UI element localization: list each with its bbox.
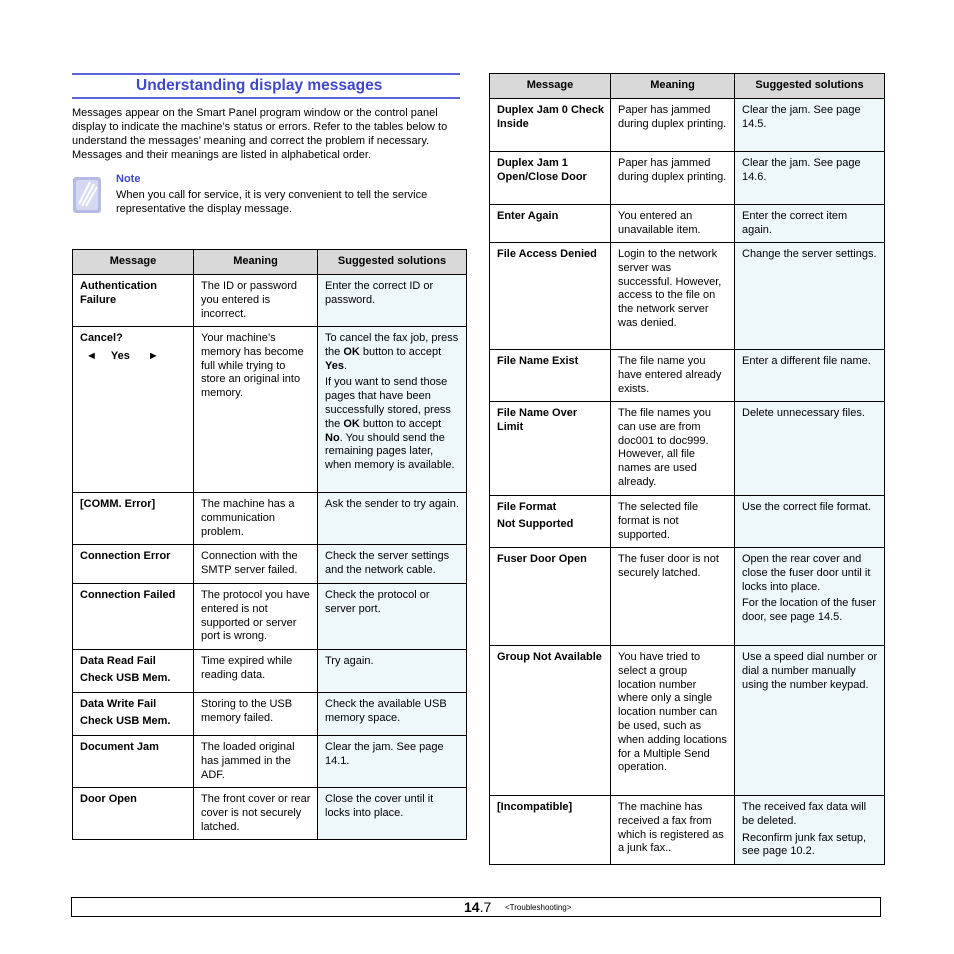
message-cell [73, 275, 194, 327]
message-text: Data Read Fail [80, 655, 156, 667]
message-text: File Name Exist [497, 355, 579, 367]
message-cell [490, 402, 611, 496]
solution-text: Try again. [325, 655, 374, 667]
solution-text: Ask the sender to try again. [325, 498, 459, 510]
solution-paragraph [742, 832, 878, 860]
messages-table-left [72, 249, 467, 840]
solution-paragraph [742, 248, 878, 262]
solution-cell [318, 275, 467, 327]
message-text: [Incompatible] [497, 801, 573, 813]
solution-text: For the location of the fuser door, see page 14.5. [742, 597, 876, 624]
message-text: Duplex Jam 0 Check Inside [497, 104, 604, 130]
meaning-cell: The protocol you have entered is not supported or server port is wrong. [194, 584, 318, 650]
solution-text: Enter the correct ID or password. [325, 280, 434, 306]
solution-paragraph [742, 407, 878, 421]
header-message: Message [490, 74, 611, 99]
message-cell [490, 350, 611, 402]
table-row [490, 99, 885, 152]
message-text: Duplex Jam 1 Open/Close Door [497, 157, 587, 183]
meaning-cell: The file name you have entered already exists. [611, 350, 735, 402]
solution-cell [735, 152, 885, 205]
solution-text: Reconfirm junk fax setup, see page 10.2. [742, 831, 867, 858]
meaning-cell: The selected file format is not supported. [611, 496, 735, 548]
note-pencil-icon [72, 176, 102, 214]
solution-text: . You should send the remaining pages later, when memory is available. [325, 431, 455, 472]
solution-cell [318, 584, 467, 650]
table-row [73, 545, 467, 584]
solution-text: If you want to send those pages that have been successfully stored, press the [325, 376, 451, 430]
solution-cell [318, 327, 467, 493]
solution-cell [735, 548, 885, 646]
header-meaning: Meaning [611, 74, 735, 99]
message-text: Connection Failed [80, 589, 176, 601]
meaning-cell: The file names you can use are from doc001 to doc999. However, all file names are used already. [611, 402, 735, 496]
section-title: Understanding display messages [136, 77, 383, 94]
table-row [490, 796, 885, 865]
solution-cell [735, 205, 885, 243]
meaning-cell: Storing to the USB memory failed. [194, 693, 318, 736]
solution-paragraph [325, 589, 460, 617]
solution-cell [318, 736, 467, 788]
message-cell [73, 584, 194, 650]
header-message: Message [73, 250, 194, 275]
solution-text: Delete unnecessary files. [742, 407, 865, 419]
solution-paragraph [325, 332, 460, 373]
solution-text: OK [343, 345, 360, 358]
message-text: Door Open [80, 793, 137, 805]
table-row [73, 584, 467, 650]
message-text: Group Not Available [497, 651, 602, 663]
solution-paragraph [325, 655, 460, 669]
right-arrow-icon: ► [147, 349, 159, 362]
solution-cell [318, 693, 467, 736]
messages-table-right [489, 73, 885, 865]
message-cell [73, 493, 194, 545]
message-text: File Access Denied [497, 248, 597, 260]
chapter-name: <Troubleshooting> [505, 903, 572, 912]
solution-cell [735, 402, 885, 496]
message-cell [490, 205, 611, 243]
table-row [73, 327, 467, 493]
solution-cell [318, 788, 467, 840]
meaning-cell: The fuser door is not securely latched. [611, 548, 735, 646]
section-heading-box [72, 73, 460, 99]
solution-text: Check the available USB memory space. [325, 698, 447, 724]
solution-cell [318, 493, 467, 545]
message-cell [73, 327, 194, 493]
meaning-cell: Your machine’s memory has become full while trying to store an original into memory. [194, 327, 318, 493]
solution-text: Use the correct file format. [742, 501, 871, 513]
solution-paragraph [325, 793, 460, 821]
header-solutions: Suggested solutions [318, 250, 467, 275]
solution-text: button to accept [359, 417, 442, 430]
solution-cell [735, 243, 885, 350]
message-text: File Format [497, 501, 557, 513]
meaning-cell: The machine has received a fax from which is registered as a junk fax.. [611, 796, 735, 865]
header-meaning: Meaning [194, 250, 318, 275]
message-cell [490, 496, 611, 548]
solution-text: Check the protocol or server port. [325, 589, 430, 615]
message-cell [73, 736, 194, 788]
page-number [464, 899, 491, 915]
solution-paragraph [325, 280, 460, 308]
solution-paragraph [325, 498, 460, 512]
page-subnumber: .7 [479, 899, 492, 915]
table-row [490, 402, 885, 496]
message-text: Data Write Fail [80, 698, 157, 710]
solution-text: Clear the jam. See page 14.1. [325, 741, 444, 767]
table-row [490, 548, 885, 646]
option-label: Yes [110, 349, 130, 362]
table-row [73, 275, 467, 327]
meaning-cell: Time expired while reading data. [194, 650, 318, 693]
solution-paragraph [325, 550, 460, 578]
meaning-cell: You entered an unavailable item. [611, 205, 735, 243]
table-row [73, 736, 467, 788]
solution-paragraph [325, 698, 460, 726]
table-row [73, 493, 467, 545]
message-cell [73, 788, 194, 840]
solution-text: Enter the correct item again. [742, 210, 848, 236]
message-text: File Name Over Limit [497, 407, 578, 433]
table-row [73, 788, 467, 840]
solution-cell [735, 99, 885, 152]
left-arrow-icon: ◄ [86, 349, 97, 362]
meaning-cell: Connection with the SMTP server failed. [194, 545, 318, 584]
table-row [490, 243, 885, 350]
solution-text: button to accept [359, 345, 442, 358]
table-row [73, 650, 467, 693]
message-cell [490, 243, 611, 350]
meaning-cell: You have tried to select a group location number where only a single location number can be used, such as when adding locations for a Multiple Send operation. [611, 646, 735, 796]
solution-paragraph [742, 210, 878, 238]
meaning-cell: Paper has jammed during duplex printing. [611, 99, 735, 152]
solution-paragraph [742, 651, 878, 692]
solution-text: Clear the jam. See page 14.5. [742, 104, 861, 130]
message-cell [73, 650, 194, 693]
message-text: Document Jam [80, 741, 159, 753]
message-text: Not Supported [497, 517, 574, 530]
meaning-cell: The loaded original has jammed in the ADF. [194, 736, 318, 788]
note-text: When you call for service, it is very convenient to tell the service representative the display message. [116, 189, 428, 215]
solution-text: To cancel the fax job, press the [325, 332, 459, 358]
message-text: Check USB Mem. [80, 671, 171, 684]
meaning-cell: The ID or password you entered is incorrect. [194, 275, 318, 327]
page-footer [71, 897, 881, 917]
header-solutions: Suggested solutions [735, 74, 885, 99]
solution-paragraph [742, 501, 878, 515]
solution-text: Clear the jam. See page 14.6. [742, 157, 861, 183]
message-text: [COMM. Error] [80, 498, 156, 510]
intro-paragraph: Messages appear on the Smart Panel program window or the control panel display to indicate the machine’s status or errors. Refer to the tables below to understand the messages’ meaning and correct the problem if necessary. Messages and their meanings are listed in alphabetical order. [72, 107, 448, 161]
solution-cell [735, 646, 885, 796]
table-row [490, 152, 885, 205]
message-cell [73, 545, 194, 584]
message-text: Cancel? [80, 332, 123, 344]
solution-cell [735, 796, 885, 865]
solution-paragraph [742, 157, 878, 185]
meaning-cell: Paper has jammed during duplex printing. [611, 152, 735, 205]
solution-text: The received fax data will be deleted. [742, 801, 867, 827]
solution-paragraph [742, 355, 878, 369]
solution-text: OK [343, 417, 360, 430]
solution-cell [735, 350, 885, 402]
solution-cell [318, 545, 467, 584]
solution-text: Yes [325, 359, 344, 372]
cancel-arrows [80, 350, 187, 364]
table-row [490, 496, 885, 548]
solution-cell [735, 496, 885, 548]
solution-cell [318, 650, 467, 693]
table-row [490, 205, 885, 243]
message-cell [490, 548, 611, 646]
message-text: Authentication Failure [80, 280, 157, 306]
solution-text: Change the server settings. [742, 248, 877, 260]
message-cell [73, 693, 194, 736]
solution-text: Enter a different file name. [742, 355, 871, 367]
solution-paragraph [325, 376, 460, 473]
message-text: Connection Error [80, 550, 171, 562]
message-text: Fuser Door Open [497, 553, 587, 565]
table-row [490, 350, 885, 402]
table-row [490, 646, 885, 796]
meaning-cell: The machine has a communication problem. [194, 493, 318, 545]
solution-text: Close the cover until it locks into place. [325, 793, 434, 819]
solution-paragraph [742, 801, 878, 829]
table-row [73, 693, 467, 736]
solution-text: Open the rear cover and close the fuser door until it locks into place. [742, 553, 871, 593]
solution-paragraph [742, 553, 878, 594]
message-text: Check USB Mem. [80, 714, 171, 727]
solution-text: No [325, 431, 340, 444]
meaning-cell: Login to the network server was successful. However, access to the file on the network server was denied. [611, 243, 735, 350]
message-cell [490, 796, 611, 865]
message-cell [490, 99, 611, 152]
solution-paragraph [742, 597, 878, 625]
solution-text: . [343, 359, 348, 372]
meaning-cell: The front cover or rear cover is not securely latched. [194, 788, 318, 840]
message-cell [490, 152, 611, 205]
message-cell [490, 646, 611, 796]
solution-text: Use a speed dial number or dial a number manually using the number keypad. [742, 651, 878, 691]
solution-paragraph [742, 104, 878, 132]
page-chapter-number: 14 [464, 899, 480, 915]
message-text: Enter Again [497, 210, 559, 222]
solution-text: Check the server settings and the network cable. [325, 550, 450, 576]
solution-paragraph [325, 741, 460, 769]
note-title: Note [116, 173, 141, 185]
